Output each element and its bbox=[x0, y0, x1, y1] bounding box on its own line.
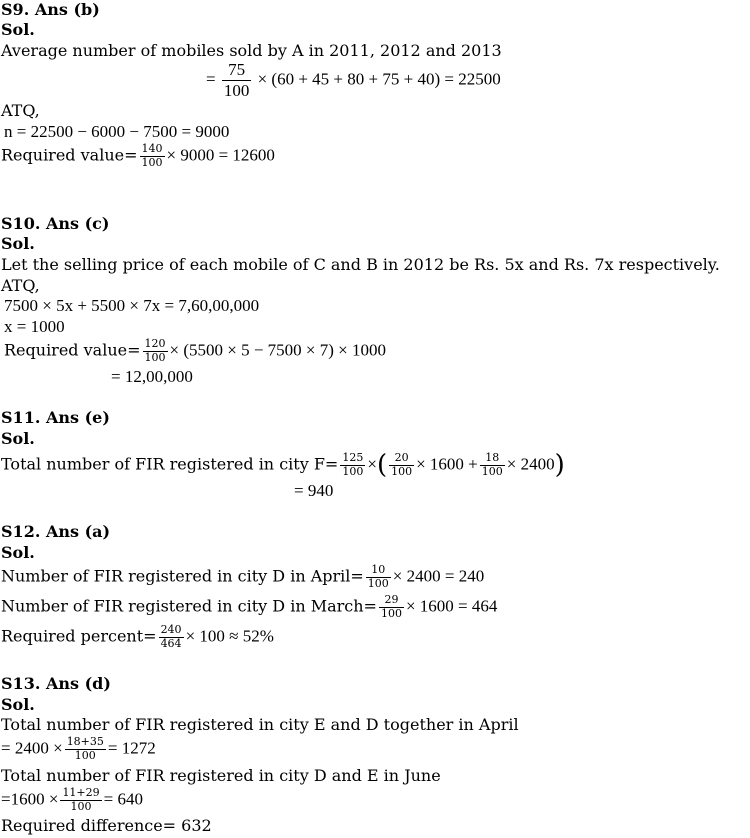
s13-june-calc bbox=[1, 787, 143, 813]
s11-sol-label: Sol. bbox=[1, 429, 35, 448]
s9-atq: ATQ, bbox=[1, 101, 40, 120]
s11-f2-num: 20 bbox=[389, 452, 414, 466]
s10-req-label: Required value= bbox=[4, 340, 141, 360]
s11-total bbox=[1, 452, 565, 478]
s9-fraction bbox=[222, 60, 252, 101]
s11-f3-num: 18 bbox=[480, 452, 505, 466]
s12-march bbox=[1, 594, 497, 620]
s10-line-1: Let the selling price of each mobile of C and B in 2012 be Rs. 5x and Rs. 7x respectively. bbox=[1, 255, 720, 274]
s9-line-2: n = 22500 − 6000 − 7500 = 9000 bbox=[4, 122, 230, 141]
s13-sol-label: Sol. bbox=[1, 695, 35, 714]
s10-required bbox=[4, 338, 386, 364]
s13-l2-num: 18+35 bbox=[66, 735, 104, 748]
s11-f3-den: 100 bbox=[481, 465, 503, 478]
s12-req-label: Required percent= bbox=[1, 626, 157, 646]
s12-req-num: 240 bbox=[160, 623, 182, 636]
s12-april-den: 100 bbox=[367, 577, 389, 590]
s13-l2-rest: = 1272 bbox=[107, 738, 156, 758]
s12-title: S12. Ans (a) bbox=[1, 522, 111, 541]
s12-april-label: Number of FIR registered in city D in April= bbox=[1, 566, 364, 586]
s9-frac-den: 100 bbox=[223, 81, 250, 100]
s12-march-rest: × 1600 = 464 bbox=[405, 596, 498, 616]
s11-close-paren: ) bbox=[554, 450, 565, 480]
s10-title: S10. Ans (c) bbox=[1, 214, 110, 233]
s12-march-label: Number of FIR registered in city D in March= bbox=[1, 596, 377, 616]
s11-f1-den: 100 bbox=[342, 465, 364, 478]
s12-req-den: 464 bbox=[160, 637, 182, 650]
s12-march-num: 29 bbox=[379, 594, 404, 608]
s13-l2-den: 100 bbox=[74, 749, 96, 762]
s9-sol-label: Sol. bbox=[1, 20, 35, 39]
s11-label: Total number of FIR registered in city F= bbox=[1, 454, 339, 474]
s13-title: S13. Ans (d) bbox=[1, 674, 111, 693]
s10-atq: ATQ, bbox=[1, 276, 40, 295]
s9-equation bbox=[206, 60, 501, 101]
s9-req-label: Required value= bbox=[1, 145, 138, 165]
s13-line-5: Required difference= 632 bbox=[1, 816, 212, 835]
s12-april-num: 10 bbox=[366, 564, 391, 578]
s9-eq-prefix: = bbox=[206, 69, 216, 89]
s13-l4-rest: = 640 bbox=[103, 789, 143, 809]
s11-frac-1 bbox=[340, 452, 365, 478]
s12-march-den: 100 bbox=[380, 607, 402, 620]
s11-frac-3 bbox=[480, 452, 505, 478]
s9-req-fraction bbox=[140, 143, 165, 169]
s9-req-rest: × 9000 = 12600 bbox=[166, 145, 275, 165]
s11-frac-2 bbox=[389, 452, 414, 478]
s13-l2-prefix: = 2400 × bbox=[1, 738, 63, 758]
s13-april-calc bbox=[1, 736, 156, 762]
s10-line-2: 7500 × 5x + 5500 × 7x = 7,60,00,000 bbox=[4, 296, 260, 315]
s13-l4-num: 11+29 bbox=[62, 786, 100, 799]
s9-req-den: 100 bbox=[141, 156, 163, 169]
s11-f2-den: 100 bbox=[391, 465, 413, 478]
s10-sol-label: Sol. bbox=[1, 234, 35, 253]
s10-line-3: x = 1000 bbox=[4, 317, 65, 336]
s11-mid: × 1600 + bbox=[416, 454, 478, 474]
s10-req-den: 100 bbox=[144, 351, 166, 364]
s10-req-num: 120 bbox=[144, 337, 166, 350]
s13-line-1: Total number of FIR registered in city E and D together in April bbox=[1, 715, 519, 734]
s11-title: S11. Ans (e) bbox=[1, 408, 110, 427]
s9-req-num: 140 bbox=[141, 142, 163, 155]
s13-line-3: Total number of FIR registered in city D and E in June bbox=[1, 766, 441, 785]
s11-f1-num: 125 bbox=[342, 451, 364, 464]
s9-required bbox=[1, 143, 275, 169]
s13-l4-den: 100 bbox=[70, 800, 92, 813]
s9-title: S9. Ans (b) bbox=[1, 0, 100, 19]
s12-req-fraction bbox=[159, 624, 184, 650]
s13-l4-fraction bbox=[60, 787, 101, 813]
s10-req-rest: × (5500 × 5 − 7500 × 7) × 1000 bbox=[169, 340, 387, 360]
s11-open-paren: ( bbox=[376, 450, 388, 480]
s9-line-1: Average number of mobiles sold by A in 2011, 2012 and 2013 bbox=[1, 41, 502, 60]
s12-april bbox=[1, 564, 484, 590]
s11-times: × bbox=[367, 454, 377, 474]
s12-april-fraction bbox=[366, 564, 391, 590]
s12-april-rest: × 2400 = 240 bbox=[392, 566, 485, 586]
s12-march-fraction bbox=[379, 594, 404, 620]
s12-sol-label: Sol. bbox=[1, 543, 35, 562]
s9-frac-num: 75 bbox=[222, 60, 252, 81]
s13-l2-fraction bbox=[65, 736, 106, 762]
s12-req-rest: × 100 ≈ 52% bbox=[185, 626, 274, 646]
s9-eq-suffix: × (60 + 45 + 80 + 75 + 40) = 22500 bbox=[257, 69, 501, 89]
s13-l4-prefix: =1600 × bbox=[1, 789, 59, 809]
s11-result: = 940 bbox=[294, 481, 334, 500]
s10-line-4: = 12,00,000 bbox=[111, 367, 193, 386]
s12-required bbox=[1, 624, 274, 650]
s11-end: × 2400 bbox=[506, 454, 555, 474]
s10-req-fraction bbox=[143, 338, 168, 364]
